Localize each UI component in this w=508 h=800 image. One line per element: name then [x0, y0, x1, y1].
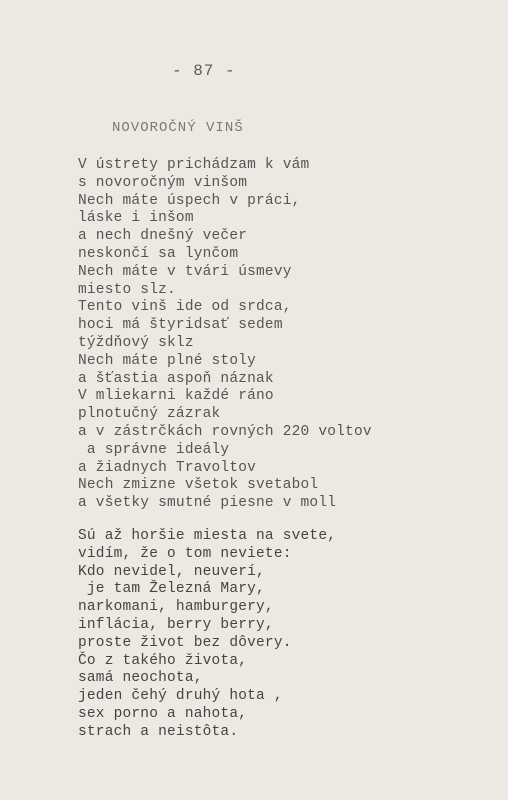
- stanza-2: [78, 528, 336, 742]
- poem-line: hoci má štyridsať sedem: [78, 317, 283, 334]
- poem-line: a šťastia aspoň náznak: [78, 370, 274, 387]
- poem-line: Sú až horšie miesta na svete,: [78, 528, 337, 544]
- poem-line: týždňový sklz: [78, 334, 194, 351]
- poem-line: inflácia, berry berry,: [78, 616, 274, 633]
- poem-line: narkomani, hamburgery,: [78, 599, 274, 616]
- poem-line: a žiadnych Travoltov: [78, 459, 257, 476]
- poem-line: láske i inšom: [78, 210, 194, 227]
- poem-line: proste život bez dôvery.: [78, 634, 292, 651]
- page-number: - 87 -: [172, 62, 236, 80]
- poem-line: Nech zmizne všetok svetabol: [78, 477, 319, 494]
- poem-line: samá neochota,: [78, 670, 203, 687]
- poem-line: Kdo nevidel, neuverí,: [78, 563, 265, 580]
- poem-line: V ústrety prichádzam k vám: [78, 157, 310, 173]
- poem-line: s novoročným vinšom: [78, 174, 248, 191]
- poem-line: jeden čehý druhý hota ,: [78, 688, 283, 705]
- poem-line: vidím, že o tom neviete:: [78, 545, 292, 562]
- poem-line: sex porno a nahota,: [78, 705, 248, 722]
- poem-line: neskončí sa lynčom: [78, 245, 239, 262]
- poem-line: Nech máte plné stoly: [78, 352, 257, 369]
- poem-title: NOVOROČNÝ VINŠ: [112, 120, 244, 136]
- poem-line: a správne ideály: [78, 441, 230, 458]
- poem-line: a v zástrčkách rovných 220 voltov: [78, 423, 372, 440]
- poem-line: Tento vinš ide od srdca,: [78, 299, 292, 316]
- poem-line: Nech máte v tvári úsmevy: [78, 263, 292, 280]
- stanza-1: [78, 157, 372, 513]
- poem-line: strach a neistôta.: [78, 723, 239, 740]
- poem-line: a všetky smutné piesne v moll: [78, 495, 337, 512]
- poem-line: Čo z takého života,: [78, 652, 248, 669]
- poem-line: Nech máte úspech v práci,: [78, 192, 301, 209]
- poem-line: a nech dnešný večer: [78, 228, 248, 245]
- poem-line: V mliekarni každé ráno: [78, 388, 274, 405]
- poem-line: plnotučný zázrak: [78, 406, 221, 423]
- poem-line: miesto slz.: [78, 281, 176, 298]
- poem-line: je tam Železná Mary,: [78, 581, 265, 598]
